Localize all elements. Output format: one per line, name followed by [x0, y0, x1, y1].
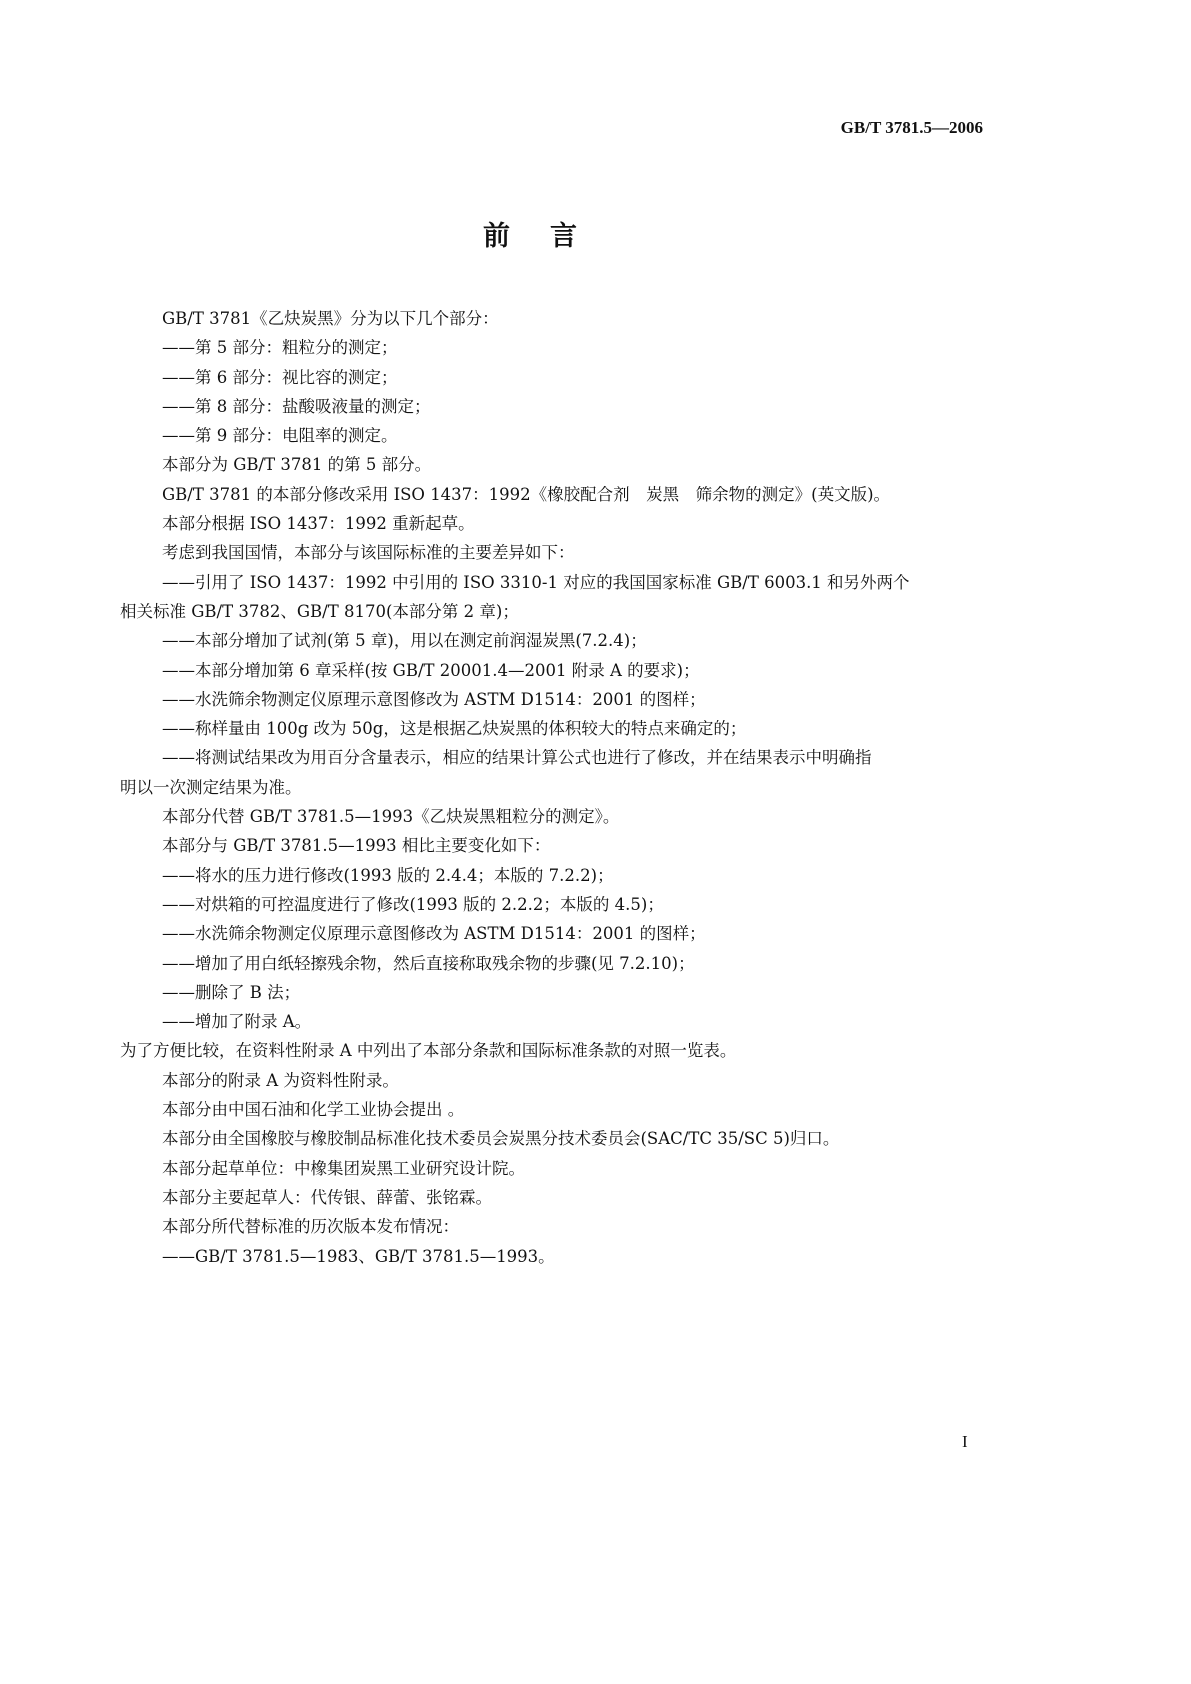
text-line: ——引用了 ISO 1437：1992 中引用的 ISO 3310-1 对应的我国国家标准 GB/T 6003.1 和另外两个	[162, 572, 910, 592]
text-line: ——增加了附录 A。	[162, 1012, 312, 1032]
text-line: ——第 5 部分：粗粒分的测定；	[162, 338, 398, 358]
text-line: ——对烘箱的可控温度进行了修改(1993 版的 2.2.2；本版的 4.5)；	[162, 894, 664, 914]
text-line: ——删除了 B 法；	[162, 982, 301, 1002]
text-line: ——GB/T 3781.5—1983、GB/T 3781.5—1993。	[162, 1246, 555, 1266]
text-line: ——称样量由 100g 改为 50g，这是根据乙炔炭黑的体积较大的特点来确定的；	[162, 719, 747, 739]
text-line: 本部分所代替标准的历次版本发布情况：	[162, 1217, 459, 1237]
text-line: ——第 9 部分：电阻率的测定。	[162, 426, 398, 446]
page-title: 前言	[483, 221, 617, 252]
text-line: 为了方便比较，在资料性附录 A 中列出了本部分条款和国际标准条款的对照一览表。	[120, 1041, 737, 1061]
text-line: ——将测试结果改为用百分含量表示，相应的结果计算公式也进行了修改，并在结果表示中明确指	[162, 748, 872, 768]
text-line: 本部分代替 GB/T 3781.5—1993《乙炔炭黑粗粒分的测定》。	[162, 807, 620, 827]
text-line: 考虑到我国国情，本部分与该国际标准的主要差异如下：	[162, 543, 575, 563]
text-line: GB/T 3781 的本部分修改采用 ISO 1437：1992《橡胶配合剂 炭黑 筛余物的测定》(英文版)。	[162, 484, 891, 504]
text-line: 明以一次测定结果为准。	[120, 777, 302, 797]
standard-number: GB/T 3781.5—2006	[840, 118, 983, 137]
text-line: ——本部分增加了试剂(第 5 章)，用以在测定前润湿炭黑(7.2.4)；	[162, 631, 647, 651]
text-line: 本部分根据 ISO 1437：1992 重新起草。	[162, 514, 475, 534]
foreword-body	[120, 304, 990, 1271]
text-line: 相关标准 GB/T 3782、GB/T 8170(本部分第 2 章)；	[120, 601, 519, 621]
text-line: 本部分由中国石油和化学工业协会提出 。	[162, 1100, 465, 1120]
text-line: ——第 8 部分：盐酸吸液量的测定；	[162, 396, 431, 416]
text-line: 本部分的附录 A 为资料性附录。	[162, 1070, 399, 1090]
text-line: GB/T 3781《乙炔炭黑》分为以下几个部分：	[162, 309, 499, 328]
text-line: 本部分主要起草人：代传银、薛蕾、张铭霖。	[162, 1187, 492, 1207]
text-line: 本部分与 GB/T 3781.5—1993 相比主要变化如下：	[162, 836, 551, 856]
text-line: ——水洗筛余物测定仪原理示意图修改为 ASTM D1514：2001 的图样；	[162, 924, 706, 944]
page-number: I	[962, 1432, 968, 1451]
text-line: 本部分由全国橡胶与橡胶制品标准化技术委员会炭黑分技术委员会(SAC/TC 35/SC 5)归口。	[162, 1129, 840, 1149]
text-line: 本部分起草单位：中橡集团炭黑工业研究设计院。	[162, 1158, 525, 1178]
text-line: ——第 6 部分：视比容的测定；	[162, 367, 398, 387]
text-line: 本部分为 GB/T 3781 的第 5 部分。	[162, 455, 432, 475]
text-line: ——增加了用白纸轻擦残余物，然后直接称取残余物的步骤(见 7.2.10)；	[162, 953, 695, 973]
text-line: ——本部分增加第 6 章采样(按 GB/T 20001.4—2001 附录 A 的要求)；	[162, 660, 700, 680]
text-line: ——将水的压力进行修改(1993 版的 2.4.4；本版的 7.2.2)；	[162, 865, 614, 885]
text-line: ——水洗筛余物测定仪原理示意图修改为 ASTM D1514：2001 的图样；	[162, 689, 706, 709]
